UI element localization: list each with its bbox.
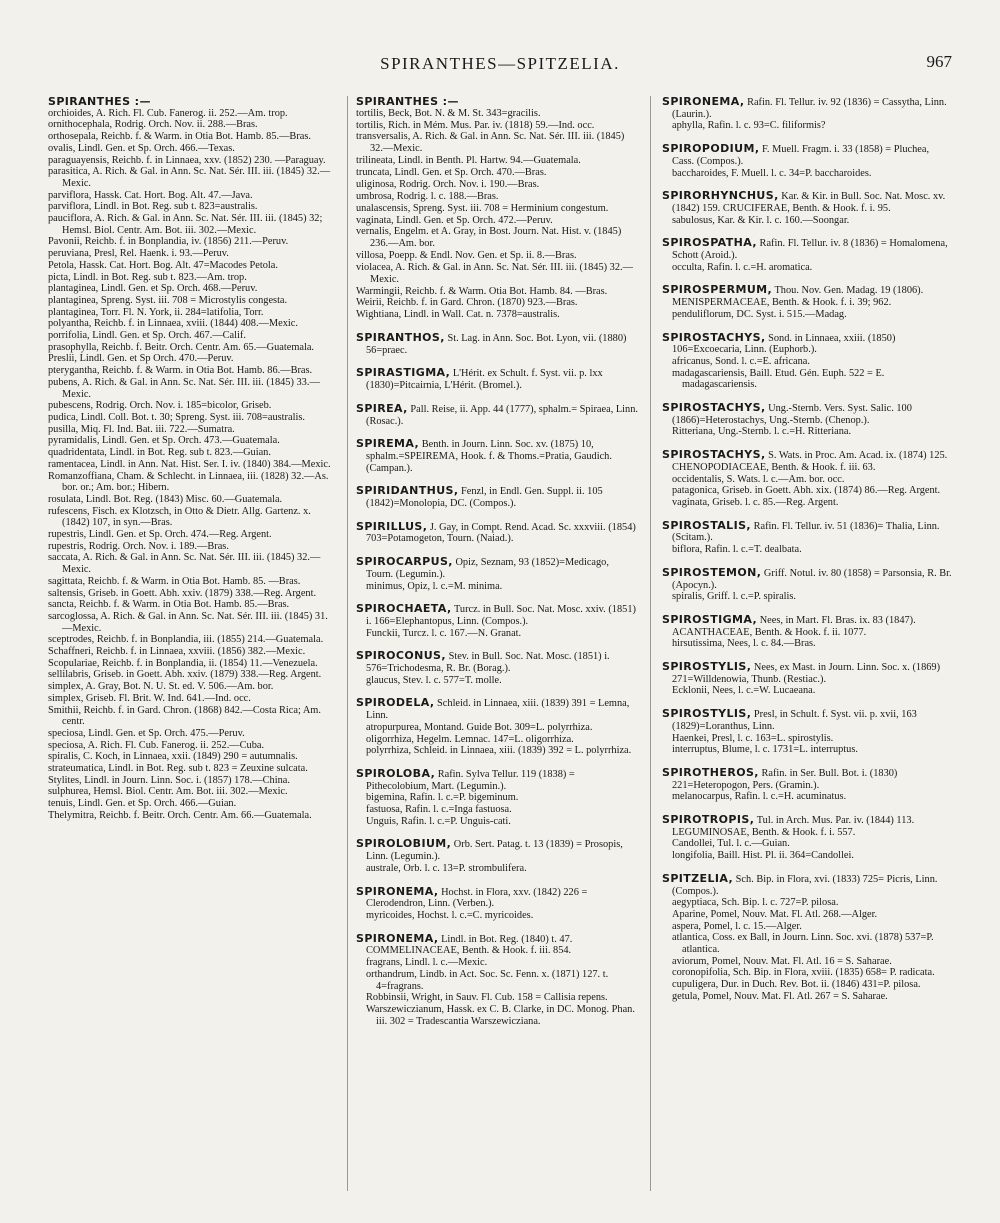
species-entry: hirsutissima, Nees, l. c. 84.—Bras. [672, 638, 816, 650]
genus-name: SPIROSTYLIS, [662, 660, 752, 674]
genus-reference: Sond. in Linnaea, xxiii. (1850) 106=Excoecaria, Linn. (Euphorb.). [672, 332, 896, 356]
species-entry: aphylla, Rafin. l. c. 93=C. filiformis? [672, 120, 826, 132]
genus-name: SPIRONEMA, [356, 931, 439, 945]
genus-entry [356, 768, 638, 828]
species-entry: Scopulariae, Reichb. f. in Bonplandia, ii. (1854) 11.—Venezuela. [48, 657, 318, 669]
species-entry: sancta, Reichb. f. & Warm. in Otia Bot. Hamb. 85.—Bras. [48, 599, 290, 611]
species-entry: speciosa, Lindl. Gen. et Sp. Orch. 475.—Peruv. [48, 727, 245, 739]
genus-entry [662, 237, 952, 273]
column-divider [650, 96, 651, 1191]
genus-entry [356, 403, 638, 427]
species-entry: pusilla, Miq. Fl. Ind. Bat. iii. 722.—Sumatra. [48, 423, 235, 435]
species-entry: glaucus, Stev. l. c. 577=T. molle. [366, 674, 502, 686]
genus-entry [662, 402, 952, 438]
genus-reference: Pall. Reise, ii. App. 44 (1777), sphalm.= Spiraea, Linn. (Rosac.). [366, 403, 638, 427]
species-entry: oligorrhiza, Hegelm. Lemnac. 147=L. oligorrhiza. [366, 733, 574, 745]
genus-reference: Turcz. in Bull. Soc. Nat. Mosc. xxiv. (1851) i. 166=Elephantopus, Linn. (Compos.). [366, 604, 636, 627]
genus-reference: Schleid. in Linnaea, xiii. (1839) 391 = Lemna, Linn. [366, 698, 630, 722]
species-entry: Preslii, Lindl. Gen. et Sp Orch. 470.—Peruv. [48, 353, 234, 365]
genus-name: SPIROSPERMUM, [662, 283, 773, 297]
species-entry: saccata, A. Rich. & Gal. in Ann. Sc. Nat. Sér. III. iii. (1845) 32.—Mexic. [48, 552, 321, 576]
species-entry: Pavonii, Reichb. f. in Bonplandia, iv. (1856) 211.—Peruv. [48, 236, 289, 248]
species-entry: minimus, Opiz, l. c.=M. minima. [366, 580, 503, 592]
column-3 [662, 96, 952, 1014]
species-entry: cupuligera, Dur. in Duch. Rev. Bot. ii. (1846) 431=P. pilosa. [672, 979, 921, 991]
species-entry: parviflora, Lindl. in Bot. Reg. sub t. 823=australis. [48, 201, 258, 213]
species-entry: rupestris, Lindl. Gen. et Sp. Orch. 474.—Reg. Argent. [48, 529, 272, 541]
genus-reference: Nees, ex Mast. in Journ. Linn. Soc. x. (1869) 271=Willdenowia, Thunb. (Restiac.). [672, 662, 941, 685]
species-entry: Aparine, Pomel, Nouv. Mat. Fl. Atl. 268.—Alger. [672, 908, 878, 920]
genus-entry [356, 485, 638, 509]
genus-name: SPIROSTEMON, [662, 565, 762, 579]
genus-heading: SPIRANTHES :— [356, 95, 459, 108]
genus-reference: J. Gay, in Compt. Rend. Acad. Sc. xxxviii. (1854) 703=Potamogeton, Tourn. (Naiad.). [366, 521, 636, 545]
species-entry: unalascensis, Spreng. Syst. iii. 708 = Herminium congestum. [356, 202, 609, 214]
genus-name: SPIROSTIGMA, [662, 612, 758, 626]
genus-entry [356, 933, 638, 1028]
species-entry: bigemina, Rafin. l. c.=P. bigeminum. [366, 792, 519, 804]
genus-reference: Benth. in Journ. Linn. Soc. xv. (1875) 10, sphalm.=SPEIREMA, Hook. f. & Thoms.=Pratia, Gaudich. (Campan.). [366, 439, 612, 474]
species-entry: Haenkei, Presl, l. c. 163=L. spirostylis. [672, 732, 834, 744]
genus-reference: S. Wats. in Proc. Am. Acad. ix. (1874) 125. CHENOPODIACEAE, Benth. & Hook. f. iii. 63. [672, 450, 948, 473]
species-entry: tortilis, Rich. in Mém. Mus. Par. iv. (1818) 59.—Ind. occ. [356, 119, 595, 131]
species-entry: aspera, Pomel, l. c. 15.—Alger. [672, 920, 802, 932]
genus-reference: Thou. Nov. Gen. Madag. 19 (1806). MENISPERMACEAE, Benth. & Hook. f. i. 39; 962. [672, 285, 924, 309]
genus-entry [356, 886, 638, 922]
genus-name: SPIROCARPUS, [356, 555, 453, 569]
species-entry: rosulata, Lindl. Bot. Reg. (1843) Misc. 60.—Guatemala. [48, 493, 283, 505]
species-entry: Romanzoffiana, Cham. & Schlecht. in Linnaea, iii. (1828) 32.—As. bor. or.; Am. bor.; Hibern. [48, 470, 329, 494]
species-entry: Robbinsii, Wright, in Sauv. Fl. Cub. 158 = Callisia repens. [366, 992, 608, 1004]
species-entry: myricoides, Hochst. l. c.=C. myricoides. [366, 910, 534, 921]
species-entry: Funckii, Turcz. l. c. 167.—N. Granat. [366, 627, 522, 639]
species-entry: orchioides, A. Rich. Fl. Cub. Fanerog. ii. 252.—Am. trop. [48, 107, 288, 119]
species-entry: trilineata, Lindl. in Benth. Pl. Hartw. 94.—Guatemala. [356, 155, 581, 167]
genus-reference: Opiz, Seznam, 93 (1852)=Medicago, Tourn. (Legumin.). [366, 557, 609, 580]
species-entry: baccharoides, F. Muell. l. c. 34=P. baccharoides. [672, 167, 872, 179]
genus-name: SPIROSTACHYS, [662, 330, 766, 344]
genus-entry [356, 697, 638, 757]
genus-name: SPIRODELA, [356, 696, 435, 710]
species-entry: vaginata, Griseb. l. c. 85.—Reg. Argent. [672, 496, 839, 508]
species-entry: umbrosa, Rodrig. l. c. 188.—Bras. [356, 190, 499, 202]
species-entry: sulphurea, Hemsl. Biol. Centr. Am. Bot. iii. 302.—Mexic. [48, 786, 288, 798]
species-entry: madagascariensis, Baill. Etud. Gén. Euph. 522 = E. madagascariensis. [672, 367, 885, 391]
page-number: 967 [926, 52, 952, 71]
genus-heading: SPIRANTHES :— [48, 95, 151, 108]
species-entry: longifolia, Baill. Hist. Pl. ii. 364=Candollei. [672, 850, 854, 862]
species-entry: Schaffneri, Reichb. f. in Linnaea, xxviii. (1856) 382.—Mexic. [48, 646, 306, 658]
genus-name: SPIROCONUS, [356, 649, 446, 663]
species-entry: ovalis, Lindl. Gen. et Sp. Orch. 466.—Texas. [48, 142, 235, 154]
species-entry: Wightiana, Lindl. in Wall. Cat. n. 7378=australis. [356, 309, 560, 321]
species-entry: villosa, Poepp. & Endl. Nov. Gen. et Sp. ii. 8.—Bras. [356, 250, 577, 262]
column-1 [48, 96, 336, 822]
genus-name: SPIROTROPIS, [662, 813, 755, 827]
page-header [0, 52, 1000, 76]
species-entry: penduliflorum, DC. Syst. i. 515.—Madag. [672, 308, 847, 320]
genus-entry [662, 873, 952, 1003]
genus-entry [356, 603, 638, 639]
genus-name: SPIROLOBIUM, [356, 837, 452, 851]
species-entry: speciosa, A. Rich. Fl. Cub. Fanerog. ii. 252.—Cuba. [48, 739, 265, 751]
species-entry: orthandrum, Lindb. in Act. Soc. Sc. Fenn. x. (1871) 127. t. 4=fragrans. [366, 968, 609, 992]
species-entry: quadridentata, Lindl. in Bot. Reg. sub t. 823.—Guian. [48, 447, 271, 459]
genus-name: SPIROLOBA, [356, 766, 436, 780]
species-entry: aviorum, Pomel, Nouv. Mat. Fl. Atl. 16 = S. Saharae. [672, 955, 892, 967]
genus-name: SPIRONEMA, [356, 884, 439, 898]
genus-entry [662, 143, 952, 179]
genus-entry [356, 650, 638, 686]
species-entry: Smithii, Reichb. f. in Gard. Chron. (1868) 842.—Costa Rica; Am. centr. [48, 704, 321, 728]
species-entry: interruptus, Blume, l. c. 1731=L. interruptus. [672, 744, 858, 756]
genus-reference: Ung.-Sternb. Vers. Syst. Salic. 100 (1866)=Heterostachys, Ung.-Sternb. (Chenop.). [672, 403, 912, 426]
species-entry: prasophylla, Reichb. f. Beitr. Orch. Centr. Am. 65.—Guatemala. [48, 341, 315, 353]
species-entry: getula, Pomel, Nouv. Mat. Fl. Atl. 267 = S. Saharae. [672, 990, 888, 1002]
species-entry: uliginosa, Rodrig. Orch. Nov. i. 190.—Bras. [356, 178, 540, 190]
species-entry: fastuosa, Rafin. l. c.=Inga fastuosa. [366, 804, 512, 816]
genus-reference: Tul. in Arch. Mus. Par. iv. (1844) 113. LEGUMINOSAE, Benth. & Hook. f. i. 557. [672, 815, 915, 838]
species-entry: pubens, A. Rich. & Gal. in Ann. Sc. Nat. Sér. III. iii. (1845) 33.—Mexic. [48, 376, 320, 400]
genus-reference: Rafin. Fl. Tellur. iv. 92 (1836) = Cassytha, Linn. (Laurin.). [672, 97, 947, 120]
genus-name: SPIRASTIGMA, [356, 366, 451, 380]
species-entry: aegyptiaca, Sch. Bip. l. c. 727=P. pilosa. [672, 897, 839, 909]
genus-entry [662, 96, 952, 132]
species-entry: fragrans, Lindl. l. c.—Mexic. [366, 957, 488, 969]
species-entry: coronopifolia, Sch. Bip. in Flora, xviii. (1835) 658= P. radicata. [672, 967, 935, 979]
genus-reference: Orb. Sert. Patag. t. 13 (1839) = Prosopis, Linn. (Legumin.). [366, 839, 623, 863]
species-entry: paraguayensis, Reichb. f. in Linnaea, xxv. (1852) 230. —Paraguay. [48, 154, 326, 166]
genus-name: SPIROSTACHYS, [662, 448, 766, 462]
species-entry: simplex, A. Gray, Bot. N. U. St. ed. V. 506.—Am. bor. [48, 681, 274, 693]
species-entry: Petola, Hassk. Cat. Hort. Bog. Alt. 47=Macodes Petola. [48, 259, 278, 271]
species-entry: orthosepala, Reichb. f. & Warm. in Otia Bot. Hamb. 85.—Bras. [48, 131, 311, 143]
species-entry: occulta, Rafin. l. c.=H. aromatica. [672, 261, 813, 273]
genus-name: SPIREA, [356, 401, 408, 415]
genus-name: SPIROSPATHA, [662, 236, 757, 250]
genus-reference: Rafin. Sylva Tellur. 119 (1838) = Pithecolobium, Mart. (Legumin.). [366, 768, 575, 792]
genus-reference: Rafin. Fl. Tellur. iv. 8 (1836) = Homalomena, Schott (Aroid.). [672, 238, 948, 262]
genus-entry [356, 438, 638, 474]
genus-entry [662, 567, 952, 603]
species-entry: polyrrhiza, Schleid. in Linnaea, xiii. (1839) 392 = L. polyrrhiza. [366, 745, 632, 757]
genus-entry [662, 767, 952, 803]
species-entry: parviflora, Hassk. Cat. Hort. Bog. Alt. 47.—Java. [48, 189, 253, 201]
genus-reference: Sch. Bip. in Flora, xvi. (1833) 725= Picris, Linn. (Compos.). [672, 873, 938, 897]
species-entry: sabulosus, Kar. & Kir. l. c. 160.—Soongar. [672, 214, 850, 226]
species-entry: sagittata, Reichb. f. & Warm. in Otia Bot. Hamb. 85. —Bras. [48, 575, 301, 587]
species-entry: tenuis, Lindl. Gen. et Sp. Orch. 466.—Guian. [48, 798, 237, 810]
genus-name: SPIROCHAETA, [356, 602, 452, 616]
genus-name: SPIREMA, [356, 437, 420, 451]
species-entry: ramentacea, Lindl. in Ann. Nat. Hist. Ser. I. iv. (1840) 384.—Mexic. [48, 458, 331, 470]
genus-reference: L'Hérit. ex Schult. f. Syst. vii. p. lxx (1830)=Pitcairnia, L'Hérit. (Bromel.). [366, 368, 603, 392]
species-entry: plantaginea, Lindl. Gen. et Sp. Orch. 468.—Peruv. [48, 283, 258, 295]
genus-reference: Presl, in Schult. f. Syst. vii. p. xvii, 163 (1829)=Loranthus, Linn. [672, 709, 917, 732]
species-entry: sarcoglossa, A. Rich. & Gal. in Ann. Sc. Nat. Sér. III. iii. (1845) 31.—Mexic. [48, 610, 328, 634]
genus-entry [662, 814, 952, 862]
species-entry: Warszewiczianum, Hassk. ex C. B. Clarke, in DC. Monog. Phan. iii. 302 = Tradescantia Warszewicziana. [366, 1003, 635, 1027]
species-entry: Warmingii, Reichb. f. & Warm. Otia Bot. Hamb. 84. —Bras. [356, 285, 608, 297]
species-entry: vernalis, Engelm. et A. Gray, in Bost. Journ. Nat. Hist. v. (1845) 236.—Am. bor. [356, 226, 622, 250]
genus-name: SPIROSTACHYS, [662, 401, 766, 415]
species-entry: saltensis, Griseb. in Goett. Abh. xxiv. (1879) 338.—Reg. Argent. [48, 587, 317, 599]
genus-entry [662, 520, 952, 556]
species-entry: polyantha, Reichb. f. in Linnaea, xviii. (1844) 408.—Mexic. [48, 318, 298, 330]
genus-reference: Griff. Notul. iv. 80 (1858) = Parsonsia, R. Br. (Apocyn.). [672, 567, 952, 591]
species-entry: pyramidalis, Lindl. Gen. et Sp. Orch. 473.—Guatemala. [48, 435, 280, 447]
species-entry: atlantica, Coss. ex Ball, in Journ. Linn. Soc. xvi. (1878) 537=P. atlantica. [672, 932, 934, 956]
genus-name: SPIRIDANTHUS, [356, 484, 459, 498]
genus-entry [662, 284, 952, 320]
column-divider [347, 96, 348, 1191]
genus-entry [356, 556, 638, 592]
genus-name: SPIROPODIUM, [662, 142, 760, 156]
species-entry: strateumatica, Lindl. in Bot. Reg. sub t. 823 = Zeuxine sulcata. [48, 763, 308, 775]
genus-entry [662, 614, 952, 650]
genus-entry [356, 521, 638, 545]
species-entry: africanus, Sond. l. c.=E. africana. [672, 355, 810, 367]
genus-name: SPIRONEMA, [662, 95, 745, 108]
species-entry: Candollei, Tul. l. c.—Guian. [672, 838, 790, 850]
species-entry: melanocarpus, Rafin. l. c.=H. acuminatus. [672, 791, 847, 803]
species-entry: occidentalis, S. Wats. l. c.—Am. bor. occ. [672, 473, 845, 485]
column-2 [356, 96, 638, 1038]
species-entry: Thelymitra, Reichb. f. Beitr. Orch. Centr. Am. 66.—Guatemala. [48, 809, 312, 821]
species-entry: Weirii, Reichb. f. in Gard. Chron. (1870) 923.—Bras. [356, 297, 578, 309]
genus-entry [662, 661, 952, 697]
genus-name: SPITZELIA, [662, 871, 734, 885]
species-entry: sceptrodes, Reichb. f. in Bonplandia, iii. (1855) 214.—Guatemala. [48, 634, 324, 646]
species-entry: porrifolia, Lindl. Gen. et Sp. Orch. 467.—Calif. [48, 330, 246, 342]
species-entry: parasitica, A. Rich. & Gal. in Ann. Sc. Nat. Sér. III. iii. (1845) 32.—Mexic. [48, 166, 331, 189]
species-entry: patagonica, Griseb. in Goett. Abh. xix. (1874) 86.—Reg. Argent. [672, 485, 941, 497]
genus-reference: Rafin. in Ser. Bull. Bot. i. (1830) 221=Heteropogon, Pers. (Gramin.). [672, 767, 898, 791]
genus-name: SPIROSTALIS, [662, 518, 751, 532]
genus-reference: Kar. & Kir. in Bull. Soc. Nat. Mosc. xv. (1842) 159. CRUCIFERAE, Benth. & Hook. f. i. 95. [672, 191, 946, 214]
species-entry: pudica, Lindl. Coll. Bot. t. 30; Spreng. Syst. iii. 708=australis. [48, 411, 305, 423]
genus-entry [662, 708, 952, 756]
species-entry: truncata, Lindl. Gen. et Sp. Orch. 470.—Bras. [356, 166, 547, 178]
species-entry: sellilabris, Griseb. in Goett. Abh. xxiv. (1879) 338.—Reg. Argent. [48, 669, 322, 681]
species-entry: pauciflora, A. Rich. & Gal. in Ann. Sc. Nat. Sér. III. iii. (1845) 32; Hemsl. Biol. Centr. Am. Bot. iii. 302.—Mexic. [48, 213, 323, 236]
species-entry: biflora, Rafin. l. c.=T. dealbata. [672, 544, 802, 556]
species-entry: tortilis, Beck, Bot. N. & M. St. 343=gracilis. [356, 107, 541, 119]
genus-reference: Lindl. in Bot. Reg. (1840) t. 47. COMMELINACEAE, Benth. & Hook. f. iii. 854. [366, 933, 573, 957]
genus-name: SPIROTHEROS, [662, 765, 759, 779]
genus-reference: F. Muell. Fragm. i. 33 (1858) = Pluchea, Cass. (Compos.). [672, 144, 930, 167]
genus-entry [356, 838, 638, 874]
species-entry: pubescens, Rodrig. Orch. Nov. i. 185=bicolor, Griseb. [48, 400, 272, 412]
species-entry: Stylites, Lindl. in Journ. Linn. Soc. i. (1857) 178.—China. [48, 774, 290, 786]
genus-name: SPIROSTYLIS, [662, 707, 752, 721]
species-entry: picta, Lindl. in Bot. Reg. sub t. 823.—Am. trop. [48, 271, 247, 283]
species-entry: atropurpurea, Montand. Guide Bot. 309=L. polyrrhiza. [366, 721, 593, 733]
genus-reference: St. Lag. in Ann. Soc. Bot. Lyon, vii. (1880) 56=praec. [366, 332, 627, 356]
species-entry: rufescens, Fisch. ex Klotzsch, in Otto & Dietr. Allg. Gartenz. x. (1842) 107, in syn.—Bras. [48, 505, 311, 529]
species-entry: spiralis, C. Koch, in Linnaea, xxii. (1849) 290 = autumnalis. [48, 751, 298, 763]
species-entry: peruviana, Presl, Rel. Haenk. i. 93.—Peruv. [48, 248, 229, 260]
running-head: SPIRANTHES—SPITZELIA. [380, 54, 620, 73]
species-entry: rupestris, Rodrig. Orch. Nov. i. 189.—Bras. [48, 540, 229, 552]
genus-reference: Stev. in Bull. Soc. Nat. Mosc. (1851) i. 576=Trichodesma, R. Br. (Borag.). [366, 651, 610, 675]
species-entry: ornithocephala, Rodrig. Orch. Nov. ii. 288.—Bras. [48, 119, 258, 131]
genus-reference: Nees, in Mart. Fl. Bras. ix. 83 (1847). ACANTHACEAE, Benth. & Hook. f. ii. 1077. [672, 614, 916, 638]
species-entry: violacea, A. Rich. & Gal. in Ann. Sc. Nat. Sér. III. iii. (1845) 32.—Mexic. [356, 261, 633, 285]
species-entry: vaginata, Lindl. Gen. et Sp. Orch. 472.—Peruv. [356, 214, 553, 226]
genus-entry [356, 367, 638, 391]
genus-name: SPIRILLUS, [356, 519, 428, 533]
genus-entry [662, 332, 952, 392]
species-entry: transversalis, A. Rich. & Gal. in Ann. Sc. Nat. Sér. III. iii. (1845) 32.—Mexic. [356, 131, 625, 155]
genus-entry [662, 449, 952, 509]
species-entry: australe, Orb. l. c. 13=P. strombulifera. [366, 862, 527, 874]
genus-reference: Fenzl, in Endl. Gen. Suppl. ii. 105 (1842)=Monolopia, DC. (Compos.). [366, 486, 603, 510]
species-entry: pterygantha, Reichb. f. & Warm. in Otia Bot. Hamb. 86.—Bras. [48, 365, 313, 377]
genus-name: SPIRANTHOS, [356, 330, 445, 344]
species-entry: plantaginea, Spreng. Syst. iii. 708 = Microstylis congesta. [48, 294, 288, 306]
genus-reference: Hochst. in Flora, xxv. (1842) 226 = Clerodendron, Linn. (Verben.). [366, 886, 588, 910]
species-entry: Ritteriana, Ung.-Sternb. l. c.=H. Ritteriana. [672, 426, 852, 438]
species-entry: spiralis, Griff. l. c.=P. spiralis. [672, 591, 797, 603]
species-entry: simplex, Griseb. Fl. Brit. W. Ind. 641.—Ind. occ. [48, 692, 251, 704]
genus-reference: Rafin. Fl. Tellur. iv. 51 (1836)= Thalia, Linn. (Scitam.). [672, 520, 940, 544]
genus-name: SPIRORHYNCHUS, [662, 189, 779, 203]
genus-entry [356, 332, 638, 356]
species-entry: Unguis, Rafin. l. c.=P. Unguis-cati. [366, 815, 511, 827]
species-list [356, 108, 638, 321]
species-entry: plantaginea, Torr. Fl. N. York, ii. 284=latifolia, Torr. [48, 306, 264, 318]
genus-entry [662, 190, 952, 226]
species-entry: Ecklonii, Nees, l. c.=W. Lucaeana. [672, 685, 816, 697]
